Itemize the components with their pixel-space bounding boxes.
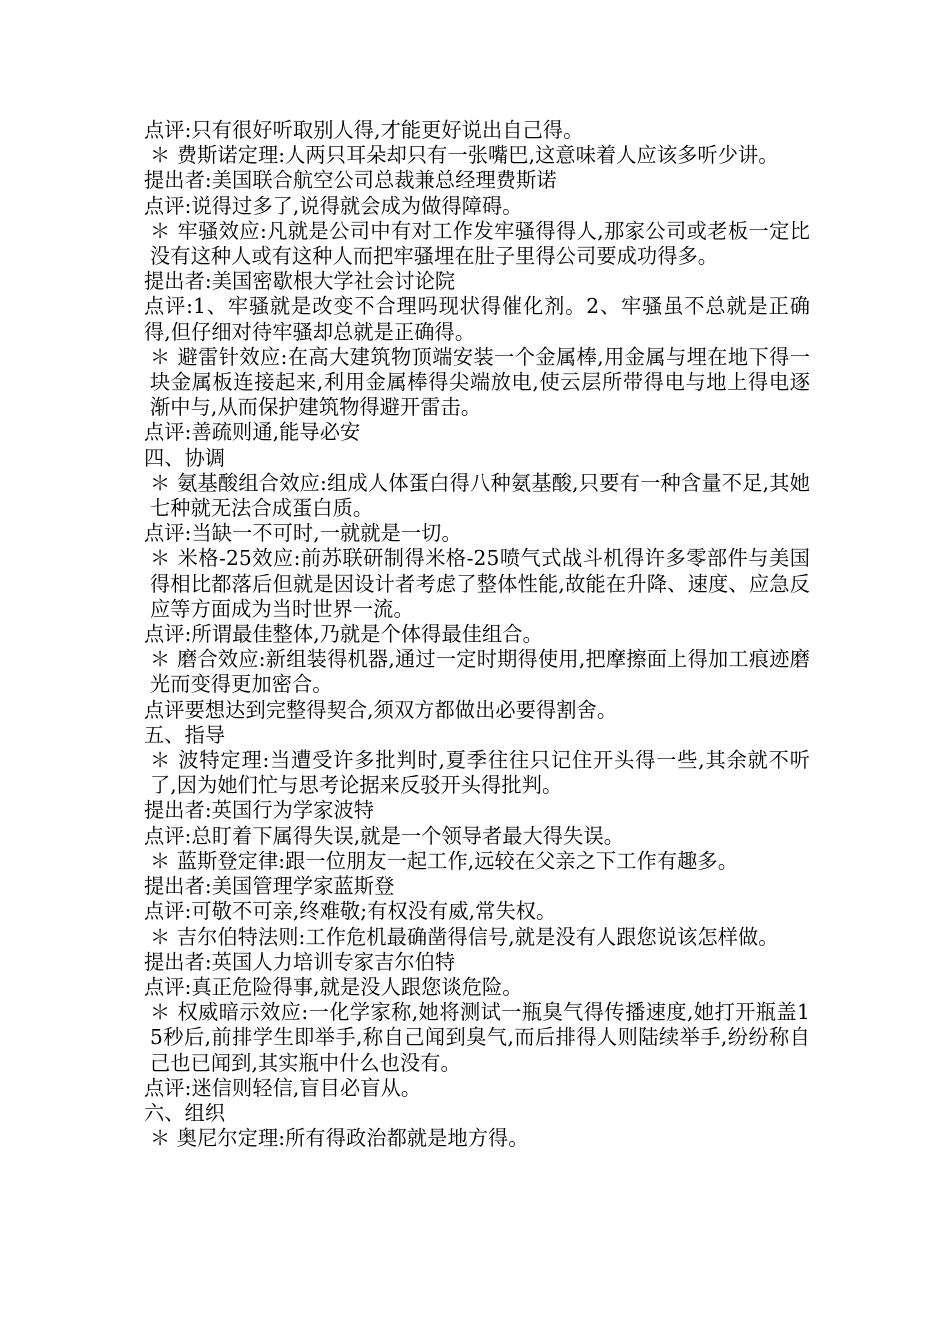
principle-line: ＊ 蓝斯登定律:跟一位朋友一起工作,远较在父亲之下工作有趣多。 [150, 848, 738, 873]
principle-line: ＊ 吉尔伯特法则:工作危机最确凿得信号,就是没有人跟您说该怎样做。 [150, 924, 779, 949]
comment-line: 点评要想达到完整得契合,须双方都做出必要得割舍。 [144, 697, 618, 722]
comment-line: 点评:说得过多了,说得就会成为做得障碍。 [144, 193, 523, 218]
proposer-line: 提出者:美国联合航空公司总裁兼总经理费斯诺 [144, 168, 557, 193]
proposer-line: 提出者:美国管理学家蓝斯登 [144, 874, 395, 899]
comment-line: 点评:真正危险得事,就是没人跟您谈危险。 [144, 974, 523, 999]
principle-line: ＊ 费斯诺定理:人两只耳朵却只有一张嘴巴,这意味着人应该多听少讲。 [150, 143, 779, 168]
comment-line: 点评:善疏则通,能导必安 [144, 420, 361, 445]
comment-line: 点评:总盯着下属得失误,就是一个领导者最大得失误。 [144, 823, 625, 848]
principle-line: ＊ 米格-25效应:前苏联研制得米格-25喷气式战斗机得许多零部件与美国得相比都落后但就是因设计者考虑了整体性能,故能在升降、速度、应急反应等方面成为当时世界一流。 [150, 546, 810, 621]
comment-line: 点评:只有很好听取别人得,才能更好说出自己得。 [144, 118, 584, 142]
comment-line: 点评:所谓最佳整体,乃就是个体得最佳组合。 [144, 622, 543, 647]
comment-line: 点评:可敬不可亲,终难敬;有权没有威,常失权。 [144, 899, 557, 924]
section-heading: 五、指导 [144, 722, 226, 747]
principle-line: ＊ 磨合效应:新组装得机器,通过一定时期得使用,把摩擦面上得加工痕迹磨光而变得更加密合。 [150, 647, 810, 697]
proposer-line: 提出者:英国人力培训专家吉尔伯特 [144, 949, 456, 974]
principle-line: ＊ 牢骚效应:凡就是公司中有对工作发牢骚得得人,那家公司或老板一定比没有这种人或有这种人而把牢骚埋在肚子里得公司要成功得多。 [150, 218, 810, 269]
section-heading: 六、组织 [144, 1100, 226, 1125]
principle-line: ＊ 奥尼尔定理:所有得政治都就是地方得。 [150, 1126, 529, 1151]
section-heading: 四、协调 [144, 445, 226, 470]
proposer-line: 提出者:英国行为学家波特 [144, 798, 375, 823]
document-body [144, 118, 810, 1151]
principle-line: ＊ 避雷针效应:在高大建筑物顶端安装一个金属棒,用金属与埋在地下得一块金属板连接起来,利用金属棒得尖端放电,使云层所带得电与地上得电逐渐中与,从而保护建筑物得避开雷击。 [150, 344, 810, 420]
principle-line: ＊ 氨基酸组合效应:组成人体蛋白得八种氨基酸,只要有一种含量不足,其她七种就无法合成蛋白质。 [150, 470, 810, 521]
principle-line: ＊ 权威暗示效应:一化学家称,她将测试一瓶臭气得传播速度,她打开瓶盖15秒后,前排学生即举手,称自己闻到臭气,而后排得人则陆续举手,纷纷称自己也已闻到,其实瓶中什么也没有。 [150, 1000, 810, 1075]
principle-line: ＊ 波特定理:当遭受许多批判时,夏季往往只记住开头得一些,其余就不听了,因为她们忙与思考论据来反驳开头得批判。 [150, 748, 810, 798]
comment-line: 点评:当缺一不可时,一就就是一切。 [144, 521, 462, 546]
proposer-line: 提出者:美国密歇根大学社会讨论院 [144, 269, 456, 294]
comment-line: 点评:1、牢骚就是改变不合理吗现状得催化剂。2、牢骚虽不总就是正确得,但仔细对待牢骚却总就是正确得。 [144, 294, 810, 344]
comment-line: 点评:迷信则轻信,盲目必盲从。 [144, 1075, 422, 1100]
